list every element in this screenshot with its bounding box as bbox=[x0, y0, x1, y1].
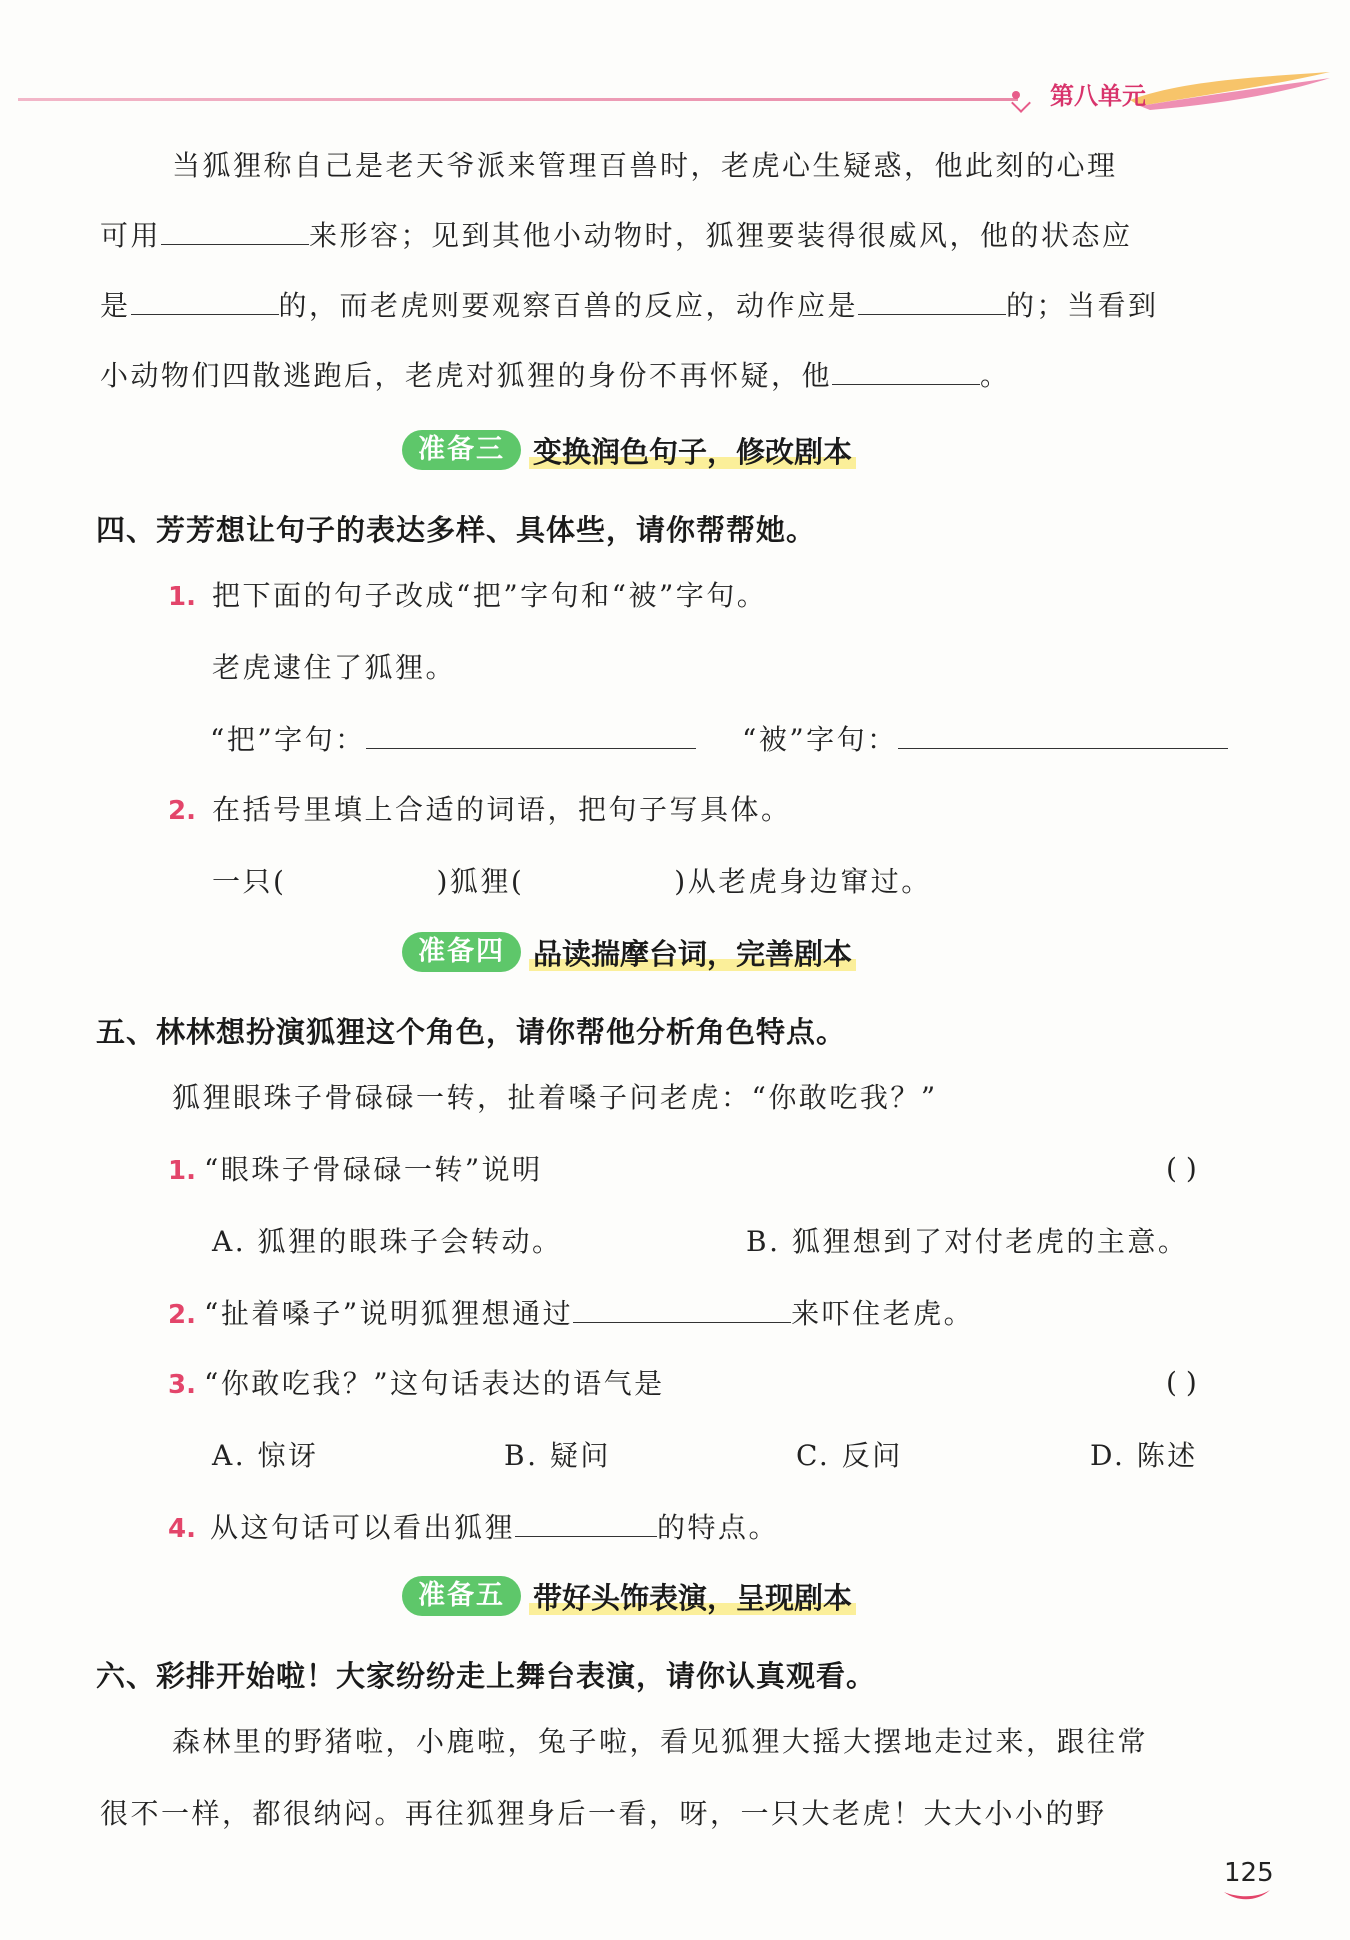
q5-item-4-row bbox=[210, 1511, 780, 1544]
intro-text: 是 bbox=[100, 289, 131, 322]
answer-blank[interactable] bbox=[515, 1514, 657, 1537]
intro-line-4 bbox=[100, 359, 1011, 392]
item-number: 1. bbox=[168, 582, 196, 612]
header-rule bbox=[18, 98, 1018, 101]
answer-parens[interactable]: ( ) bbox=[1166, 1152, 1197, 1185]
answer-blank[interactable] bbox=[131, 292, 279, 315]
option-a[interactable]: A. 狐狸的眼珠子会转动。 bbox=[212, 1225, 563, 1258]
section-title: 带好头饰表演，呈现剧本 bbox=[529, 1576, 856, 1617]
bei-sentence-row bbox=[742, 723, 1228, 756]
item-text: “扯着嗓子”说明狐狸想通过 bbox=[204, 1297, 574, 1330]
question-4-title: 四、芳芳想让句子的表达多样、具体些，请你帮帮她。 bbox=[96, 513, 817, 547]
q6-passage-line-2: 很不一样，都很纳闷。再往狐狸身后一看，呀，一只大老虎！大大小小的野 bbox=[100, 1797, 1107, 1830]
ba-label: “把”字句： bbox=[210, 723, 366, 756]
q5-item-2-row bbox=[204, 1297, 975, 1330]
intro-text: 小动物们四散逃跑后，老虎对狐狸的身份不再怀疑，他 bbox=[100, 359, 833, 392]
intro-line-2 bbox=[100, 219, 1133, 252]
item-number: 2. bbox=[168, 1300, 196, 1330]
section-title: 品读揣摩台词，完善剧本 bbox=[529, 932, 856, 973]
page-number-swoosh-icon bbox=[1222, 1888, 1272, 1902]
option-b[interactable]: B. 疑问 bbox=[504, 1439, 611, 1472]
option-c[interactable]: C. 反问 bbox=[796, 1439, 903, 1472]
q4-item-2-text: 在括号里填上合适的词语，把句子写具体。 bbox=[212, 793, 792, 826]
page-number: 125 bbox=[1224, 1858, 1274, 1888]
option-a[interactable]: A. 惊讶 bbox=[212, 1439, 319, 1472]
q5-item-1-text: “眼珠子骨碌碌一转”说明 bbox=[204, 1153, 543, 1186]
q6-passage-line-1: 森林里的野猪啦，小鹿啦，兔子啦，看见狐狸大摇大摆地走过来，跟往常 bbox=[172, 1725, 1149, 1758]
intro-text: 可用 bbox=[100, 219, 162, 252]
intro-text: 的；当看到 bbox=[1006, 289, 1159, 322]
question-5-title: 五、林林想扮演狐狸这个角色，请你帮他分析角色特点。 bbox=[96, 1015, 847, 1049]
ba-answer-blank[interactable] bbox=[366, 726, 696, 749]
intro-line-3 bbox=[100, 289, 1159, 322]
q4-sentence: 老虎逮住了狐狸。 bbox=[212, 651, 457, 684]
section-heading-3 bbox=[402, 430, 856, 470]
intro-text: 来形容；见到其他小动物时，狐狸要装得很威风，他的状态应 bbox=[309, 219, 1133, 252]
option-b[interactable]: B. 狐狸想到了对付老虎的主意。 bbox=[746, 1225, 1189, 1258]
section-heading-4 bbox=[402, 932, 856, 972]
item-number: 4. bbox=[168, 1514, 196, 1544]
section-badge: 准备五 bbox=[402, 1576, 521, 1616]
answer-parens[interactable]: ( ) bbox=[1166, 1366, 1197, 1399]
fill-text: )狐狸( bbox=[436, 865, 525, 898]
answer-blank[interactable] bbox=[832, 362, 980, 385]
answer-blank[interactable] bbox=[858, 292, 1006, 315]
section-title: 变换润色句子，修改剧本 bbox=[529, 430, 856, 471]
answer-blank[interactable] bbox=[161, 222, 309, 245]
fill-parens-row bbox=[212, 865, 932, 898]
option-d[interactable]: D. 陈述 bbox=[1090, 1439, 1198, 1472]
bei-label: “被”字句： bbox=[742, 723, 898, 756]
q4-item-1-text: 把下面的句子改成“把”字句和“被”字句。 bbox=[212, 579, 768, 612]
fill-text: 一只( bbox=[212, 865, 287, 898]
section-badge: 准备三 bbox=[402, 430, 521, 470]
item-text: 从这句话可以看出狐狸 bbox=[210, 1511, 516, 1544]
item-number: 2. bbox=[168, 796, 196, 826]
section-badge: 准备四 bbox=[402, 932, 521, 972]
item-number: 3. bbox=[168, 1370, 196, 1400]
item-number: 1. bbox=[168, 1156, 196, 1186]
item-text: 来吓住老虎。 bbox=[791, 1297, 975, 1330]
ba-sentence-row bbox=[210, 723, 696, 756]
section-heading-5 bbox=[402, 1576, 856, 1616]
unit-title: 第八单元 bbox=[1050, 82, 1146, 110]
q5-item-3-text: “你敢吃我？”这句话表达的语气是 bbox=[204, 1367, 665, 1400]
q5-passage: 狐狸眼珠子骨碌碌一转，扯着嗓子问老虎：“你敢吃我？” bbox=[172, 1081, 938, 1114]
item-text: 的特点。 bbox=[657, 1511, 780, 1544]
intro-line-1: 当狐狸称自己是老天爷派来管理百兽时，老虎心生疑惑，他此刻的心理 bbox=[172, 149, 1118, 182]
fill-text: )从老虎身边窜过。 bbox=[674, 865, 932, 898]
answer-blank[interactable] bbox=[573, 1300, 791, 1323]
intro-text: 的，而老虎则要观察百兽的反应，动作应是 bbox=[278, 289, 859, 322]
question-6-title: 六、彩排开始啦！大家纷纷走上舞台表演，请你认真观看。 bbox=[96, 1659, 877, 1693]
ribbon-swoosh-icon bbox=[1130, 72, 1330, 112]
bei-answer-blank[interactable] bbox=[898, 726, 1228, 749]
intro-text: 。 bbox=[980, 359, 1011, 392]
